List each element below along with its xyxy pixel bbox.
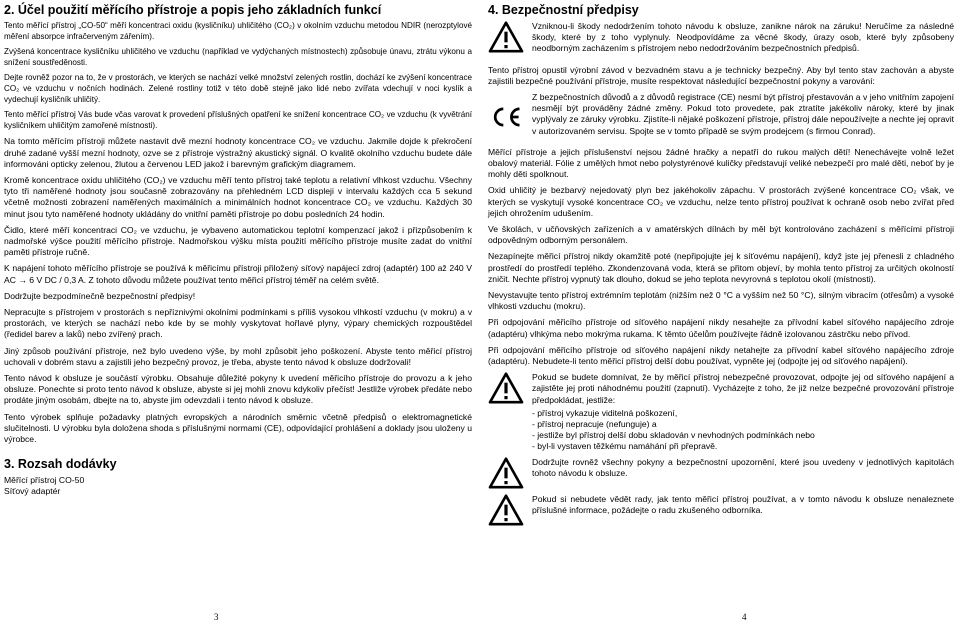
paragraph: Tento přístroj opustil výrobní závod v bezvadném stavu a je technicky bezpečný. Aby byl tento stav zachován a abyste zajistili bezpečné používání přístroje, musíte respektovat následující bezpečnostní pokyny a varování: bbox=[488, 64, 954, 86]
paragraph: Měřící přístroje a jejich příslušenství nejsou žádné hračky a nepatří do rukou malých dětí! Nenechávejte volně ležet obalový materiál. Fólie z umělých hmot nebo polystyrénové kuličky představují veliké nebezpečí pro malé děti, neboť by je mohly děti spolknout. bbox=[488, 146, 954, 180]
paragraph: Zvýšená koncentrace kysličníku uhličitého ve vzduchu (například ve vydýchaných místnostech) způsobuje únavu, ztrátu výkonu a snížení soustředěnosti. bbox=[4, 47, 472, 67]
paragraph: Kromě koncentrace oxidu uhličitého (CO₂) ve vzduchu měří tento přístroj také teplotu a relativní vlhkost vzduchu. Všechny tyto tři naměřené hodnoty jsou současně zobrazovány na přehledném LCD displeji v intervalu každých cca 5 sekund včetně možnosti zobrazení naměřených maximálních a minimálních hodnot koncentrace CO₂ ve vzduchu. Každých 30 minut jsou tyto naměřené hodnoty ukládány do vnitřní paměti přístroje po dobu posledních 24 hodin. bbox=[4, 174, 472, 219]
left-page bbox=[4, 3, 472, 497]
list-item: - byl-li vystaven těžkému namáhání při přepravě. bbox=[532, 440, 718, 451]
paragraph: Při odpojování měřicího přístroje od síťového napájení nikdy nesahejte za přívodní kabel síťového napájecího zdroje (adaptéru) vlhkýma nebo mokrýma rukama. K těmto účelům používejte řádně izolovanou zástrčku nebo přívod. bbox=[488, 317, 954, 339]
paragraph: Dejte rovněž pozor na to, že v prostorách, ve kterých se nachází velké množství zelených rostlin, dochází ke zvýšení koncentrace CO₂ ve vzduchu v nočních hodinách. Zelené rostliny totiž v této době stejně jako lidé nebo zvířata vdechují v noci kyslík a vydechují kysličník uhličitý. bbox=[4, 73, 472, 104]
warning-block bbox=[488, 21, 954, 60]
warning-content bbox=[532, 372, 954, 452]
warning-text: Dodržujte rovněž všechny pokyny a bezpečnostní upozornění, které jsou uvedeny v jednotlivých kapitolách tohoto návodu k obsluze. bbox=[532, 456, 954, 479]
warning-block bbox=[488, 494, 954, 526]
paragraph: Nevystavujte tento přístroj extrémním teplotám (nižším než 0 °C a vyšším než 50 °C), silným vibracím (otřesům) a vysoké vlhkosti vzduchu (mokru). bbox=[488, 290, 954, 312]
list-item: - přístroj vykazuje viditelná poškození, bbox=[532, 407, 678, 418]
ce-mark-icon bbox=[488, 106, 524, 128]
section-4-heading: 4. Bezpečnostní předpisy bbox=[488, 3, 639, 17]
paragraph: Jiný způsob používání přístroje, než bylo uvedeno výše, by mohl způsobit jeho poškození. Abyste tento měřicí přístroj uchovali v dobrém stavu a zajistili jeho bezpečný provoz, je třeba, abyste tento návod k obsluze dodržovali! bbox=[4, 345, 472, 367]
warning-block bbox=[488, 372, 954, 452]
paragraph: Tento návod k obsluze je součástí výrobku. Obsahuje důležité pokyny k uvedení měřicího přístroje do provozu a k jeho obsluze. Ponechte si proto tento návod k obsluze, abyste si jej mohli znovu kdykoliv přečíst! Jestliže výrobek předáte nebo prodáte jiným osobám, dbejte na to, abyste jim odevzdali i tento návod k obsluze. bbox=[4, 373, 472, 406]
paragraph: Na tomto měřícím přístroji můžete nastavit dvě mezní hodnoty koncentrace CO₂ ve vzduchu. Jakmile dojde k překročení druhé zadané vyšší mezní hodnoty, ozve se z přístroje výstražný akustický signál. O kvalitě okolního vzduchu budete dále informováni opticky zelenou, žlutou a červenou LED jakož i barevným grafickým diagramem. bbox=[4, 136, 472, 169]
ce-block bbox=[488, 92, 954, 142]
ce-text: Z bezpečnostních důvodů a z důvodů registrace (CE) nesmí být přístroj přestavován a v jeho vnitřním zapojení nesmějí být prováděny žádné změny. Pokud toto provedete, pak ztratíte jakékoliv nároky, které by jinak vyplývaly ze záruky výrobku. Zjistíte-li nějaké poškození přístroje, přístroj dále nepoužívejte a nechte jej opravit v autorizovaném servisu. Spojte se v tomto případě se svým prodejcem (s firmou Conrad). bbox=[532, 92, 954, 136]
page-number-right: 4 bbox=[742, 612, 747, 622]
list-item: - jestliže byl přístroj delší dobu skladován v nevhodných podmínkách nebo bbox=[532, 429, 815, 440]
paragraph: Čidlo, které měří koncentraci CO₂ ve vzduchu, je vybaveno automatickou teplotní kompenzací jakož i přizpůsobením k nadmořské výšce použití měřícího přístroje. Nadmořskou výšku místa použití měřícího přístroje musíte zadat do vnitřní paměti přístroje ručně. bbox=[4, 224, 472, 258]
warning-triangle-icon bbox=[488, 21, 524, 53]
paragraph: Nepracujte s přístrojem v prostorách s nepříznivými okolními podmínkami s příliš vysokou vlhkostí vzduchu (v mokru) a v prostorách, ve kterých se nachází nebo kde by se mohly vyskytovat hořlavé plyny, výpary chemických rozpouštědel (ředidel barev a laků) nebo zvířený prach. bbox=[4, 306, 472, 340]
list-item: - přístroj nepracuje (nefunguje) a bbox=[532, 418, 657, 429]
package-item: Síťový adaptér bbox=[4, 486, 61, 497]
paragraph: Při odpojování měřicího přístroje od síťového napájení nikdy netahejte za přívodní kabel síťového napájecího zdroje (adaptéru). Nebudete-li tento měřicí přístroj delší dobu používat, vypněte jej (odpojte jej od síťového napájení). bbox=[488, 344, 954, 367]
page-number-left: 3 bbox=[214, 612, 219, 622]
paragraph: Nezapínejte měřicí přístroj nikdy okamžitě poté (nepřipojujte jej k síťovému napájení), když jste jej přenesli z chladného prostředí do prostředí teplého. Zkondenzovaná voda, která se přitom objeví, by mohla tento přístroj za určitých okolností zničit. Nechte přístroj vypnutý tak dlouho, dokud se jeho teplota nevyrovná s teplotou okolí (místnosti). bbox=[488, 251, 954, 284]
warning-block bbox=[488, 457, 954, 489]
warning-text: Pokud si nebudete vědět rady, jak tento měřicí přístroj používat, a v tomto návodu k obsluze nenaleznete příslušné informace, požádejte o radu zkušeného odborníka. bbox=[532, 493, 954, 516]
section-3-heading: 3. Rozsah dodávky bbox=[4, 457, 117, 472]
paragraph: Dodržujte bezpodmínečně bezpečnostní předpisy! bbox=[4, 290, 196, 301]
package-item: Měřící přístroj CO-50 bbox=[4, 475, 85, 486]
warning-triangle-icon bbox=[488, 372, 524, 404]
paragraph: Oxid uhličitý je bezbarvý nejedovatý plyn bez jakéhokoliv zápachu. V prostorách zvýšené koncentrace CO₂ však, ve kterých se vyskytují vysoké koncentrace CO₂ ve vzduchu, nelze tento přístroj používat k ochraně osob nebo zvířat před jejich ohrožením udušením. bbox=[488, 185, 954, 218]
warning-text: Vzniknou-li škody nedodržením tohoto návodu k obsluze, zanikne nárok na záruku! Neručíme za následné škody, které by z toho vyplynuly. Neodpovídáme za věcné škody, úrazy osob, které byly způsobeny neodborným zacházením s přístrojem nebo nedodržováním bezpečnostních předpisů. bbox=[532, 21, 954, 54]
warning-triangle-icon bbox=[488, 457, 524, 489]
section-2-heading: 2. Účel použití měřícího přístroje a popis jeho základních funkcí bbox=[4, 3, 382, 17]
paragraph: Tento výrobek splňuje požadavky platných evropských a národních směrnic včetně předpisů o elektromagnetické slučitelnosti. U výrobku byla doložena shoda s příslušnými normami (CE), odpovídající prohlášení a doklady jsou uloženy u výrobce. bbox=[4, 411, 472, 445]
paragraph: Tento měřící přístroj „CO-50“ měří koncentraci oxidu (kysličníku) uhličitého (CO₂) v okolním vzduchu metodou NDIR (nerozptylové měření absorpce infračerveným zářením). bbox=[4, 21, 472, 41]
right-page bbox=[488, 3, 954, 531]
paragraph: K napájení tohoto měřícího přístroje se používá k měřicímu přístroji přiložený síťový napájecí zdroj (adaptér) 100 až 240 V AC → 6 V DC / 0,3 A. Z tohoto důvodu můžete používat tento měřicí přístroj téměř na celém světě. bbox=[4, 263, 472, 285]
paragraph: Tento měřící přístroj Vás bude včas varovat k provedení příslušných opatření ke snížení koncentrace CO₂ ve vzduchu (k vyvětrání kysličníkem uhličitým zamořené místnosti). bbox=[4, 110, 472, 130]
condition-list bbox=[532, 408, 954, 452]
warning-triangle-icon bbox=[488, 494, 524, 526]
paragraph: Ve školách, v učňovských zařízeních a v amatérských dílnách by měl být kontrolováno zacházení s měřícími přístroji odpovědným odborným personálem. bbox=[488, 224, 954, 246]
warning-text: Pokud se budete domnívat, že by měřicí přístroj nebezpečné provozovat, odpojte jej od síťového napájení a zajistěte jej proti náhodnému použití (zapnutí). Vycházejte z toho, že již nelze bezpečné provozování přístroje předpokládat, jestliže: bbox=[532, 372, 954, 405]
